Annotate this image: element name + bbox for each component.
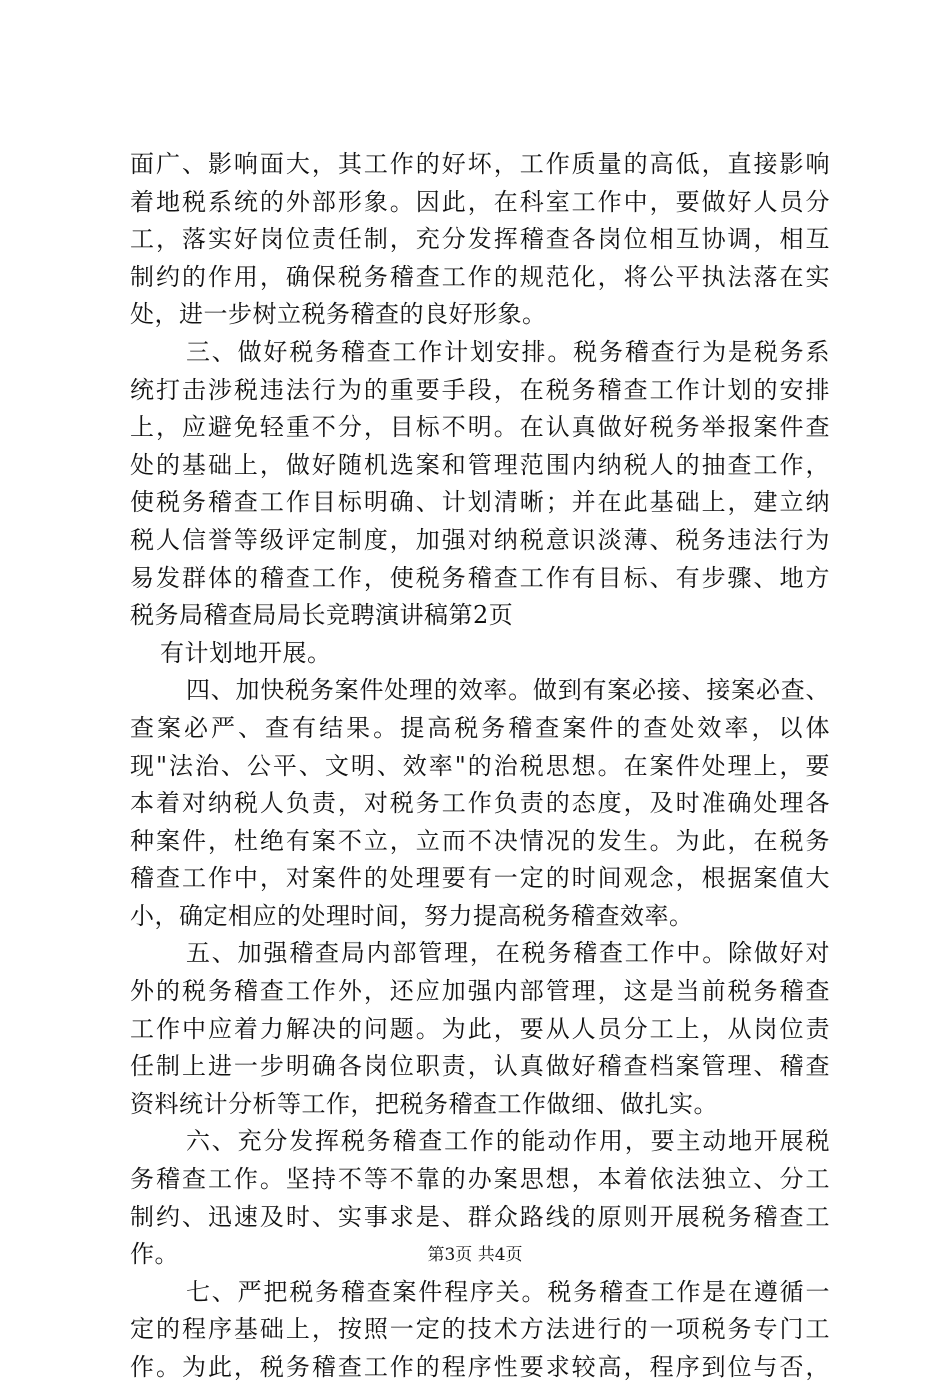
text-line: 处的基础上，做好随机选案和管理范围内纳税人的抽查工作， — [130, 450, 830, 479]
text-line: 税人信誉等级评定制度，加强对纳税意识淡薄、税务违法行为 — [130, 525, 830, 554]
text-line: 统打击涉税违法行为的重要手段，在税务稽查工作计划的安排 — [130, 375, 830, 404]
text-line: 四、加快税务案件处理的效率。做到有案必接、接案必查、 — [186, 676, 830, 705]
text-line: 处，进一步树立税务稽查的良好形象。 — [130, 300, 547, 329]
text-line: 稽查工作中，对案件的处理要有一定的时间观念，根据案值大 — [130, 864, 830, 893]
text-line: 务稽查工作。坚持不等不靠的办案思想，本着依法独立、分工 — [130, 1165, 830, 1194]
text-line: 任制上进一步明确各岗位职责，认真做好稽查档案管理、稽查 — [130, 1052, 830, 1081]
text-line: 定的程序基础上，按照一定的技术方法进行的一项税务专门工 — [130, 1315, 830, 1344]
page-footer: 第3页 共4页 — [427, 1245, 523, 1265]
text-line: 现"法治、公平、文明、效率"的治税思想。在案件处理上，要 — [130, 751, 830, 780]
text-line: 税务局稽查局局长竞聘演讲稿第2页 — [130, 601, 514, 630]
text-line: 三、做好税务稽查工作计划安排。税务稽查行为是税务系 — [186, 337, 830, 366]
text-line: 五、加强稽查局内部管理，在税务稽查工作中。除做好对 — [186, 939, 830, 968]
text-line: 作。 — [130, 1240, 179, 1269]
text-line: 着地税系统的外部形象。因此，在科室工作中，要做好人员分 — [130, 187, 830, 216]
text-line: 使税务稽查工作目标明确、计划清晰；并在此基础上，建立纳 — [130, 488, 830, 517]
text-line: 本着对纳税人负责，对税务工作负责的态度，及时准确处理各 — [130, 789, 830, 818]
text-line: 七、严把税务稽查案件程序关。税务稽查工作是在遵循一 — [186, 1277, 830, 1306]
text-line: 有计划地开展。 — [160, 638, 332, 667]
text-line: 工作中应着力解决的问题。为此，要从人员分工上，从岗位责 — [130, 1014, 830, 1043]
text-line: 种案件，杜绝有案不立，立而不决情况的发生。为此，在税务 — [130, 826, 830, 855]
text-line: 查案必严、查有结果。提高税务稽查案件的查处效率，以体 — [130, 713, 830, 742]
text-line: 外的税务稽查工作外，还应加强内部管理，这是当前税务稽查 — [130, 977, 830, 1006]
text-line: 六、充分发挥税务稽查工作的能动作用，要主动地开展税 — [186, 1127, 830, 1156]
text-line: 面广、影响面大，其工作的好坏，工作质量的高低，直接影响 — [130, 150, 830, 178]
text-line: 制约的作用，确保税务稽查工作的规范化，将公平执法落在实 — [130, 262, 830, 291]
text-line: 工，落实好岗位责任制，充分发挥稽查各岗位相互协调，相互 — [130, 225, 830, 254]
text-line: 小，确定相应的处理时间，努力提高税务稽查效率。 — [130, 901, 694, 930]
text-line: 作。为此，税务稽查工作的程序性要求较高，程序到位与否， — [130, 1353, 830, 1381]
text-line: 资料统计分析等工作，把税务稽查工作做细、做扎实。 — [130, 1089, 718, 1118]
text-line: 易发群体的稽查工作，使税务稽查工作有目标、有步骤、地方 — [130, 563, 830, 592]
text-line: 制约、迅速及时、实事求是、群众路线的原则开展税务稽查工 — [130, 1202, 830, 1231]
text-line: 上，应避免轻重不分，目标不明。在认真做好税务举报案件查 — [130, 413, 830, 442]
document-body — [130, 146, 830, 1387]
